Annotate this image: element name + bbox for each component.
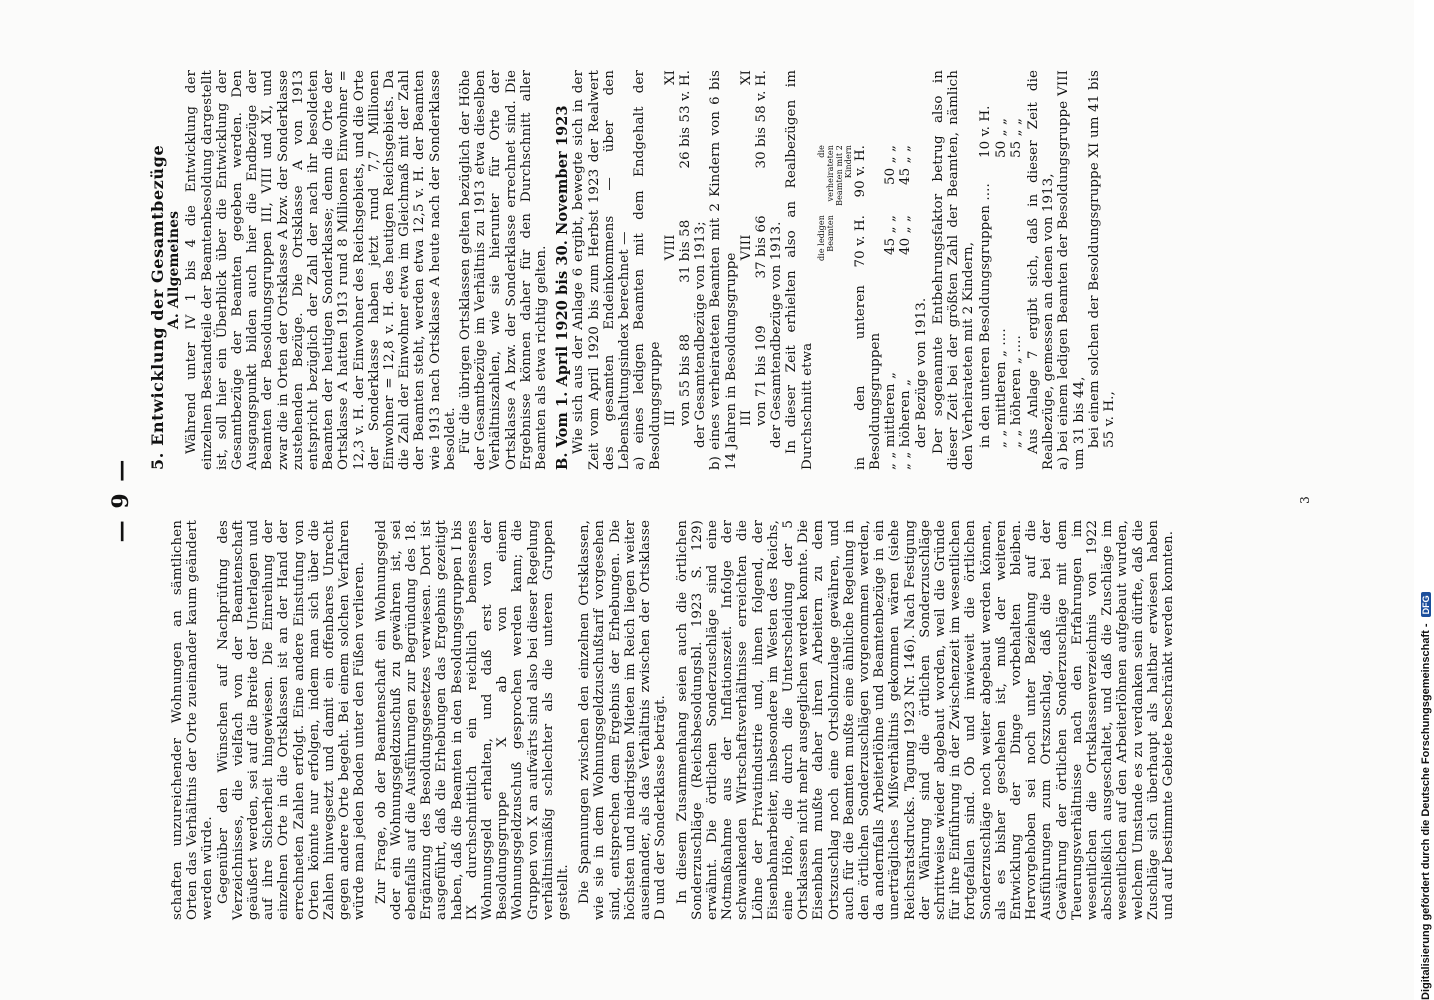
right-b-paragraph-2: In dieser Zeit erhielten also an Realbezügen im Durchschnitt etwa	[784, 70, 815, 470]
table-cell: 50 „ „	[883, 145, 899, 186]
table-row	[883, 70, 898, 470]
table-header	[817, 70, 853, 470]
table-cell: „ „ höheren „	[898, 378, 914, 470]
subsection-b-title: B. Vom 1. April 1920 bis 30. November 1923	[554, 105, 572, 470]
section-title: 5. Entwicklung der Gesamtbezüge	[148, 144, 167, 470]
right-b-paragraph-6: bei einem solchen der Besoldungsgruppe XI um 41 bis 55 v. H.,	[1086, 70, 1117, 448]
table-cell: „ „ mittleren „	[883, 372, 899, 470]
table-cell: 55 „ „	[1008, 117, 1024, 158]
table-cell: 45 „ „	[883, 215, 899, 256]
table-header-single: die ledigen Beamten	[816, 215, 835, 262]
table-cell: 45 „ „	[898, 145, 914, 186]
item-a-values	[678, 70, 693, 470]
real-income-table	[817, 70, 929, 470]
left-paragraph-5: In diesem Zusammenhang seien auch die örtlichen Sonderzuschläge (Reichsbesoldungsbl. 1923 S. 129) erwähnt. Die örtlichen Sonderzuschläge sind eine Notmaßnahme aus der Inflationszeit. Infolge der schwankenden Wirtschaftsverhältnisse erreichten die Löhne der Privatindustrie und, ihnen folgend, der Eisenbahnarbeiter, insbesondere im Westen des Reichs, eine Höhe, die durch die Unterscheidung der 5 Ortsklassen nicht mehr ausgeglichen werden konnte. Die Eisenbahn mußte daher ihren Arbeitern zu dem Ortszuschlag noch eine Ortslohnzulage gewähren, und auch für die Beamten mußte eine ähnliche Regelung in den örtlichen Sonderzuschlägen vorgenommen werden, da andernfalls Arbeiterlöhne und Beamtenbezüge in ein unerträgliches Mißverhältnis gekommen wären (siehe Reichsratsdrucks. Tagung 1923 Nr. 146). Nach Festigung der Währung sind die örtlichen Sonderzuschläge schrittweise wieder abgebaut worden, weil die Gründe für ihre Einführung in der Zwischenzeit im wesentlichen fortgefallen sind. Ob und inwieweit die örtlichen Sonderzuschläge noch weiter abgebaut werden können, als es bisher geschehen ist, muß der weiteren Entwicklung der Dinge vorbehalten bleiben. Hervorgehoben sei noch unter Beziehung auf die Ausführungen zum Ortszuschlag, daß die bei der Gewährung der örtlichen Sonderzuschläge mit dem Teuerungsverhältnisse nach den Erfahrungen im wesentlichen die Ortsklassenverzeichnis von 1922 abschließlich ausgeschaltet, und daß die Zuschläge im wesentlichen auf den Arbeiterlöhnen aufgebaut wurden, welchem Umstande es zu verdanken sein dürfte, daß die Zuschläge sich überhaupt als haltbar erwiesen haben und auf bestimmte Gebiete beschränkt werden konnten.	[674, 520, 1176, 920]
table-tail: der Bezüge von 1913.	[913, 297, 929, 448]
right-b-paragraph-4: Aus Anlage 7 ergibt sich, daß in dieser Zeit die Realbezüge, gemessen an denen von 1913,	[1025, 70, 1057, 470]
item-a-col-2: VIII	[662, 234, 678, 261]
table-cell: 50 „ „	[993, 117, 1009, 158]
item-b-val-1: von 71 bis 109	[753, 325, 769, 426]
table-row	[1009, 70, 1024, 470]
right-b-item-b: b) eines verheirateten Beamten mit 2 Kindern von 6 bis 14 Jahren in Besoldungsgruppe	[708, 70, 739, 470]
left-paragraph-2: Gegenüber den Wünschen auf Nachprüfung des Verzeichnisses, die vielfach von der Beamtenschaft geäußert werden, sei auf die Breite der Unterlagen und auf ihre Sicherheit hingewiesen. Die Einreihung der einzelnen Orte in die Ortsklassen ist an der Hand der errechneten Zahlen erfolgt. Eine andere Einstufung von Orten könnte nur erfolgen, indem man sich über die Zahlen hinwegsetzt und damit ein offenbares Unrecht gegen andere Orte begeht. Bei einem solchen Verfahren würde man jeden Boden unter den Füßen verlieren.	[215, 520, 368, 920]
item-b-values	[754, 70, 769, 470]
page-number: 3	[1298, 496, 1312, 504]
table-row	[994, 70, 1009, 470]
left-paragraph-4: Die Spannungen zwischen den einzelnen Ortsklassen, wie sie in dem Wohnungsgeldzuschußtarif vorgesehen sind, entsprechen dem Ergebnis der Erhebungen. Die höchsten und niedrigsten Mieten im Reich liegen weiter auseinander, als das Verhältnis zwischen der Ortsklasse D und der Sonderklasse beträgt.	[577, 520, 669, 920]
item-a-col-1: III	[662, 409, 678, 426]
right-b-paragraph-1: Wie sich aus der Anlage 6 ergibt, bewegte sich in der Zeit vom April 1920 bis zum Herbst 1923 der Realwert des gesamten Endeinkommens — über den Lebenshaltungsindex berechnet —	[571, 70, 633, 470]
item-a-val-1: von 55 bis 88	[677, 333, 693, 426]
right-b-paragraph-5: a) bei einem ledigen Beamten der Besoldungsgruppe VIII um 31 bis 44,	[1056, 70, 1087, 470]
item-a-columns	[663, 70, 678, 470]
item-a-tail: der Gesamtendbezüge von 1913;	[693, 221, 709, 448]
rotated-page	[90, 60, 1320, 940]
dfg-credit	[1420, 0, 1432, 1000]
table-cell: in den unteren Besoldungsgruppen	[852, 285, 883, 470]
table-cell: in den unteren Besoldungsgruppen ....	[978, 183, 994, 448]
item-b-col-2: VIII	[738, 234, 754, 261]
table-cell: 10 v. H.	[978, 105, 994, 158]
deprivation-factor-table	[978, 70, 1024, 470]
table-cell: 90 v. H.	[852, 145, 868, 198]
item-b-val-2: 37 bis 66	[753, 215, 769, 279]
item-b-col-3: XI	[738, 70, 754, 86]
right-a-paragraph-1: Während unter IV 1 bis 4 die Entwicklung der einzelnen Bestandteile der Beamtenbesoldung dargestellt ist, soll hier ein Überblick über die Entwicklung der Gesamtbezüge der Beamten gegeben werden. Den Ausgangspunkt bilden auch hier die Endbezüge der Beamten der Besoldungsgruppen III, VIII und XI, und zwar die in Orten der Ortsklasse A bzw. der Sonderklasse zustehenden Bezüge. Die Ortsklasse A von 1913 entspricht bezüglich der Zahl der nach ihr besoldeten Beamten der heutigen Sonderklasse; denn die Orte der Ortsklasse A hatten 1913 rund 8 Millionen Einwohner = 12,3 v. H. der Einwohner des Reichsgebiets, und die Orte der Sonderklasse haben jetzt rund 7,7 Millionen Einwohner = 12,8 v. H. des heutigen Reichsgebiets. Da die Zahl der Einwohner etwa im Gleichmaß mit der Zahl der Beamten steht, werden etwa 12,5 v. H. der Beamten wie 1913 nach Ortsklasse A heute nach der Sonderklasse besoldet.	[184, 70, 458, 470]
right-b-paragraph-3: Der sogenannte Entbehrungsfaktor betrug also in dieser Zeit bei der größten Zahl der Beamten, nämlich den Verheirateten mit 2 Kindern,	[930, 70, 977, 470]
table-row	[853, 70, 883, 470]
item-b-col-1: III	[738, 409, 754, 426]
right-a-paragraph-2: Für die übrigen Ortsklassen gelten bezüglich der Höhe der Gesamtbezüge im Verhältnis zu 1913 etwa dieselben Verhältniszahlen, wie sie hierunter für Orte der Ortsklasse A bzw. der Sonderklasse errechnet sind. Die Ergebnisse können daher für den Durchschnitt aller Beamten als etwa richtig gelten.	[458, 70, 550, 470]
left-paragraph-3: Zur Frage, ob der Beamtenschaft ein Wohnungsgeld oder ein Wohnungsgeldzuschuß zu gewähren ist, sei ebenfalls auf die Ausführungen zur Begründung des 18. Ergänzung des Besoldungsgesetzes verwiesen. Dort ist ausgeführt, daß die Erhebungen das Ergebnis gezeitigt haben, daß die Beamten in den Besoldungsgruppen I bis IX durchschnittlich ein reichlich bemessenes Wohnungsgeld erhalten, und daß erst von der Besoldungsgruppe X ab von einem Wohnungsgeldzuschuß gesprochen werden kann; die Gruppen von X an aufwärts sind also bei dieser Regelung verhältnismäßig schlechter als die unteren Gruppen gestellt.	[373, 520, 572, 920]
left-column	[170, 520, 1176, 920]
table-cell: 70 v. H.	[852, 215, 868, 268]
table-row	[978, 70, 993, 470]
table-cell: 40 „ „	[898, 215, 914, 256]
right-b-item-a: a) eines ledigen Beamten mit dem Endgehalt der Besoldungsgruppe	[632, 70, 663, 470]
table-cell: „ „ höheren „ ....	[1008, 335, 1024, 448]
item-a-val-3: 26 bis 53 v. H.	[677, 70, 693, 169]
dfg-credit-text: Digitalisierung gefördert durch die Deutsche Forschungsgemeinschaft -	[1420, 623, 1432, 1000]
subsection-a-title: A. Allgemeines	[166, 210, 183, 330]
table-header-married: die verheirateten Beamten mit 2 Kindern	[816, 145, 853, 206]
item-a-val-2: 31 bis 58	[677, 219, 693, 283]
dfg-logo: DFG	[1421, 592, 1431, 617]
page-header: — 9 —	[108, 457, 134, 543]
item-a-col-3: XI	[662, 70, 678, 86]
left-paragraph-1: schaften unzureichender Wohnungen an sämtlichen Orten das Verhältnis der Orte zueinander kaum geändert werden würde.	[170, 520, 216, 920]
item-b-tail: der Gesamtendbezüge von 1913.	[769, 221, 785, 448]
table-cell: „ „ mittleren „ ....	[993, 328, 1009, 448]
item-b-val-3: 30 bis 58 v. H.	[753, 70, 769, 169]
table-row	[898, 70, 913, 470]
right-column	[150, 70, 1117, 470]
item-b-columns	[739, 70, 754, 470]
